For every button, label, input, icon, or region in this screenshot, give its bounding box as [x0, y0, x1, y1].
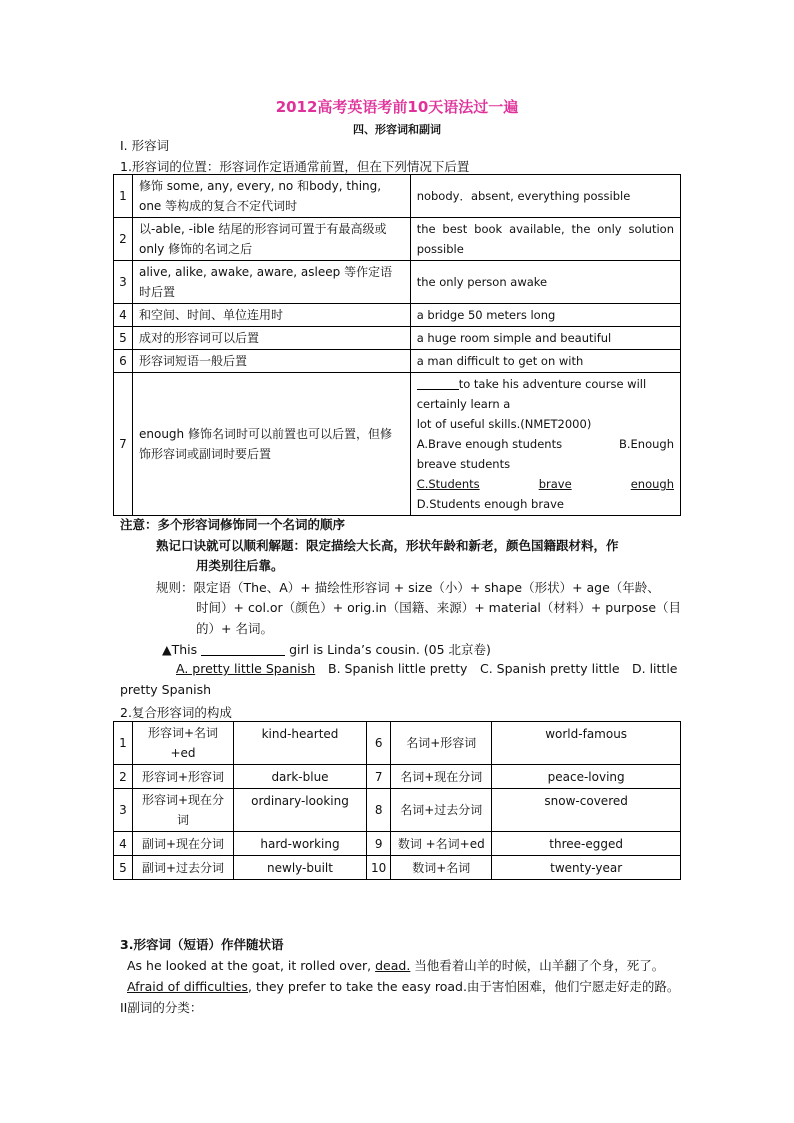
pattern-cell: 名词+过去分词 — [391, 789, 492, 832]
pattern-cell: 名词+形容词 — [391, 722, 492, 765]
option-c: C. Spanish pretty little — [480, 661, 620, 676]
row-number: 7 — [367, 765, 391, 789]
row-number: 4 — [114, 304, 133, 327]
option-b-cont: breave students — [416, 457, 511, 471]
option-c-part: brave — [538, 477, 572, 491]
sentence-part: As he looked at the goat, it rolled over, — [127, 958, 376, 973]
sentence-part: , they prefer to take the easy road.由于害怕困难，他们宁愿走好走的路。 — [248, 979, 680, 994]
row-number: 6 — [367, 722, 391, 765]
rule-cell: 形容词短语一般后置 — [132, 350, 410, 373]
question-prefix: ▲This — [162, 642, 198, 657]
example-cell: ordinary-looking — [234, 789, 367, 832]
section-heading-adverb: II副词的分类： — [120, 1000, 203, 1015]
row-number: 10 — [367, 856, 391, 880]
row-number: 5 — [114, 856, 133, 880]
answer-blank — [417, 377, 459, 390]
row-number: 3 — [114, 789, 133, 832]
answer-blank — [201, 643, 285, 656]
table-row — [114, 327, 681, 350]
option-a: A.Brave enough students — [416, 437, 563, 451]
rule-cell: alive, alike, awake, aware, asleep 等作定语时后置 — [132, 261, 410, 304]
example-cell: a man difficult to get on with — [410, 350, 680, 373]
table-row — [114, 218, 681, 261]
pattern-cell: 形容词+现在分词 — [133, 789, 234, 832]
option-b: B.Enough — [618, 437, 674, 451]
option-b: B. Spanish little pretty — [328, 661, 468, 676]
table-row — [114, 722, 681, 765]
row-number: 8 — [367, 789, 391, 832]
row-number: 2 — [114, 218, 133, 261]
table-row — [114, 261, 681, 304]
section-heading-adverbial: 3.形容词（短语）作伴随状语 — [120, 937, 284, 952]
example-sentence — [127, 956, 664, 974]
table-row — [114, 789, 681, 832]
option-a: A. pretty little Spanish — [176, 661, 316, 676]
pattern-cell: 名词+现在分词 — [391, 765, 492, 789]
table-row — [114, 350, 681, 373]
option-d-cont: pretty Spanish — [120, 682, 212, 697]
question-line: lot of useful skills.(NMET2000) — [416, 417, 592, 431]
question-suffix: girl is Linda’s cousin. (05 北京卷) — [289, 642, 491, 657]
adjective-position-table — [113, 174, 681, 516]
example-cell: world-famous — [492, 722, 681, 765]
note-mnemonic-cont: 用类别往后靠。 — [196, 558, 284, 573]
pattern-cell: 形容词+名词+ed — [133, 722, 234, 765]
pattern-cell: 数词+名词 — [391, 856, 492, 880]
table-row — [114, 856, 681, 880]
question-text: to take his adventure course will certainly learn a — [416, 377, 647, 411]
example-cell: twenty-year — [492, 856, 681, 880]
option-c-part: C.Students — [416, 477, 480, 491]
rule-line: 的）+ 名词。 — [196, 621, 273, 636]
option-row — [417, 474, 674, 494]
option-row — [417, 434, 674, 454]
row-number: 7 — [114, 373, 133, 516]
rule-line: 规则：限定语（The、A）+ 描绘性形容词 + size（小）+ shape（形状）+ age（年龄、 — [156, 580, 660, 595]
sentence-highlight: dead. — [375, 958, 411, 973]
option-d: D.Students enough brave — [416, 497, 565, 511]
example-cell: a bridge 50 meters long — [410, 304, 680, 327]
pattern-cell: 数词 +名词+ed — [391, 832, 492, 856]
note-mnemonic: 熟记口诀就可以顺利解题：限定描绘大长高，形状年龄和新老，颜色国籍跟材料，作 — [156, 538, 619, 553]
row-number: 1 — [114, 722, 133, 765]
rule-cell: 成对的形容词可以后置 — [132, 327, 410, 350]
example-sentence — [127, 977, 679, 995]
page-subtitle: 四、形容词和副词 — [353, 123, 441, 136]
pattern-cell: 副词+过去分词 — [133, 856, 234, 880]
rule-cell: 以-able, -ible 结尾的形容词可置于有最高级或 only 修饰的名词之后 — [132, 218, 410, 261]
rule-cell: enough 修饰名词时可以前置也可以后置，但修饰形容词或副词时要后置 — [132, 373, 410, 516]
question-line — [417, 374, 674, 414]
page-title: 2012高考英语考前10天语法过一遍 — [275, 98, 519, 116]
table-row — [114, 373, 681, 516]
row-number: 2 — [114, 765, 133, 789]
compound-adjective-table — [113, 721, 681, 880]
row-number: 5 — [114, 327, 133, 350]
option-d: D. little — [632, 661, 678, 676]
example-cell: a huge room simple and beautiful — [410, 327, 680, 350]
example-cell-question — [410, 373, 680, 516]
example-cell: three-egged — [492, 832, 681, 856]
sentence-translation: 当他看着山羊的时候，山羊翻了个身，死了。 — [410, 958, 665, 973]
sentence-highlight: Afraid of difficulties — [127, 979, 249, 994]
option-c-part: enough — [630, 477, 674, 491]
note-heading: 注意：多个形容词修饰同一个名词的顺序 — [120, 517, 346, 532]
example-cell: the best book available, the only solution possible — [410, 218, 680, 261]
row-number: 6 — [114, 350, 133, 373]
section-heading-compound: 2.复合形容词的构成 — [120, 705, 232, 720]
row-number: 4 — [114, 832, 133, 856]
rule-line: 时间）+ col.or（颜色）+ orig.in（国籍、来源）+ material（材料）+ purpose（目 — [196, 600, 682, 615]
example-cell: hard-working — [234, 832, 367, 856]
table-row — [114, 832, 681, 856]
example-question — [162, 640, 491, 658]
row-number: 3 — [114, 261, 133, 304]
pattern-cell: 形容词+形容词 — [133, 765, 234, 789]
example-cell: dark-blue — [234, 765, 367, 789]
example-cell: the only person awake — [410, 261, 680, 304]
table-row — [114, 304, 681, 327]
example-cell: kind-hearted — [234, 722, 367, 765]
example-cell: peace-loving — [492, 765, 681, 789]
table-row — [114, 175, 681, 218]
rule-cell: 和空间、时间、单位连用时 — [132, 304, 410, 327]
pattern-cell: 副词+现在分词 — [133, 832, 234, 856]
table-row — [114, 765, 681, 789]
section-sub-position: 1.形容词的位置：形容词作定语通常前置，但在下列情况下后置 — [120, 159, 470, 174]
example-cell: nobody．absent, everything possible — [410, 175, 680, 218]
example-cell: snow-covered — [492, 789, 681, 832]
section-heading-adjective: I. 形容词 — [120, 138, 170, 153]
row-number: 1 — [114, 175, 133, 218]
row-number: 9 — [367, 832, 391, 856]
rule-cell: 修饰 some, any, every, no 和body, thing, one 等构成的复合不定代词时 — [132, 175, 410, 218]
example-cell: newly-built — [234, 856, 367, 880]
option-row — [176, 661, 315, 676]
